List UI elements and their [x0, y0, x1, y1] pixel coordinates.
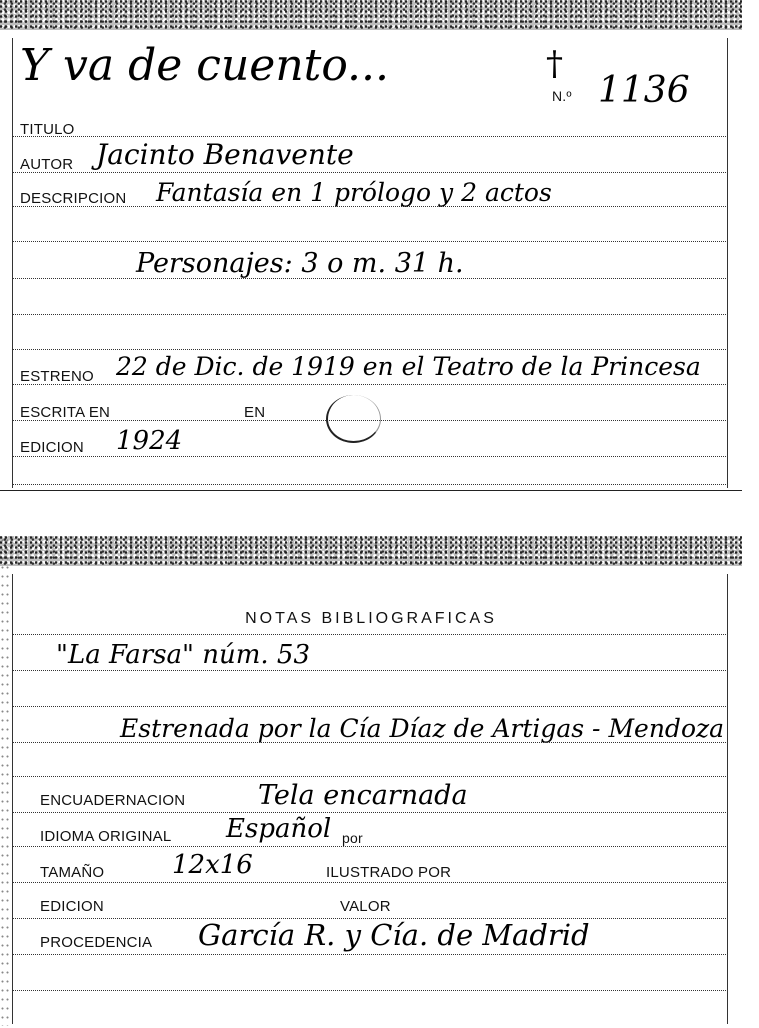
- label-idioma: IDIOMA ORIGINAL: [40, 828, 172, 845]
- rule: [12, 846, 728, 847]
- label-encuadernacion: ENCUADERNACION: [40, 792, 186, 809]
- rule: [12, 241, 728, 242]
- rule: [12, 706, 728, 707]
- cross-mark: †: [546, 44, 563, 84]
- rule: [12, 812, 728, 813]
- notes-heading: NOTAS BIBLIOGRAFICAS: [245, 610, 497, 627]
- card-number: 1136: [598, 70, 690, 111]
- rule: [12, 172, 728, 173]
- rule: [12, 990, 728, 991]
- label-autor: AUTOR: [20, 156, 74, 173]
- rule: [12, 456, 728, 457]
- left-border-line: [12, 574, 13, 1024]
- label-edicion-2: EDICION: [40, 898, 104, 915]
- description-value: Fantasía en 1 prólogo y 2 actos: [156, 178, 552, 207]
- speckled-border: [0, 536, 742, 566]
- label-ilustrado: ILUSTRADO POR: [326, 864, 452, 881]
- rule: [12, 954, 728, 955]
- card-bottom-edge: [0, 490, 742, 491]
- idioma-value: Español: [226, 814, 332, 844]
- label-titulo: TITULO: [20, 121, 75, 138]
- label-escrita-en: ESCRITA EN: [20, 404, 111, 421]
- label-valor: VALOR: [340, 898, 391, 915]
- catalog-card-back: [0, 536, 742, 1026]
- title-handwritten: Y va de cuento...: [20, 40, 390, 91]
- rule: [12, 136, 728, 137]
- procedencia-value: García R. y Cía. de Madrid: [198, 918, 590, 952]
- tamano-value: 12x16: [172, 850, 253, 880]
- label-edicion: EDICION: [20, 439, 84, 456]
- catalog-card-front: [0, 0, 742, 492]
- rule: [12, 670, 728, 671]
- rule: [12, 384, 728, 385]
- note-line-1: "La Farsa" núm. 53: [56, 640, 311, 670]
- rule: [12, 882, 728, 883]
- label-procedencia: PROCEDENCIA: [40, 934, 153, 951]
- encuadernacion-value: Tela encarnada: [258, 780, 468, 811]
- stamp-mark: [326, 395, 381, 443]
- right-border-line: [727, 574, 728, 1024]
- rule: [12, 776, 728, 777]
- personajes-value: Personajes: 3 o m. 31 h.: [136, 248, 464, 279]
- label-tamano: TAMAÑO: [40, 864, 105, 881]
- author-value: Jacinto Benavente: [96, 138, 354, 171]
- label-descripcion: DESCRIPCION: [20, 190, 127, 207]
- label-por: por: [342, 830, 363, 846]
- rule: [12, 742, 728, 743]
- label-en: EN: [244, 404, 266, 421]
- estreno-value: 22 de Dic. de 1919 en el Teatro de la Princesa: [116, 352, 701, 381]
- speckled-border: [0, 0, 742, 30]
- note-line-2: Estrenada por la Cía Díaz de Artigas - Mendoza: [120, 714, 725, 743]
- rule: [12, 314, 728, 315]
- rule: [12, 484, 728, 485]
- label-estreno: ESTRENO: [20, 368, 94, 385]
- number-label: N.º: [552, 88, 572, 104]
- edicion-value: 1924: [116, 426, 183, 456]
- rule: [12, 349, 728, 350]
- rule: [12, 634, 728, 635]
